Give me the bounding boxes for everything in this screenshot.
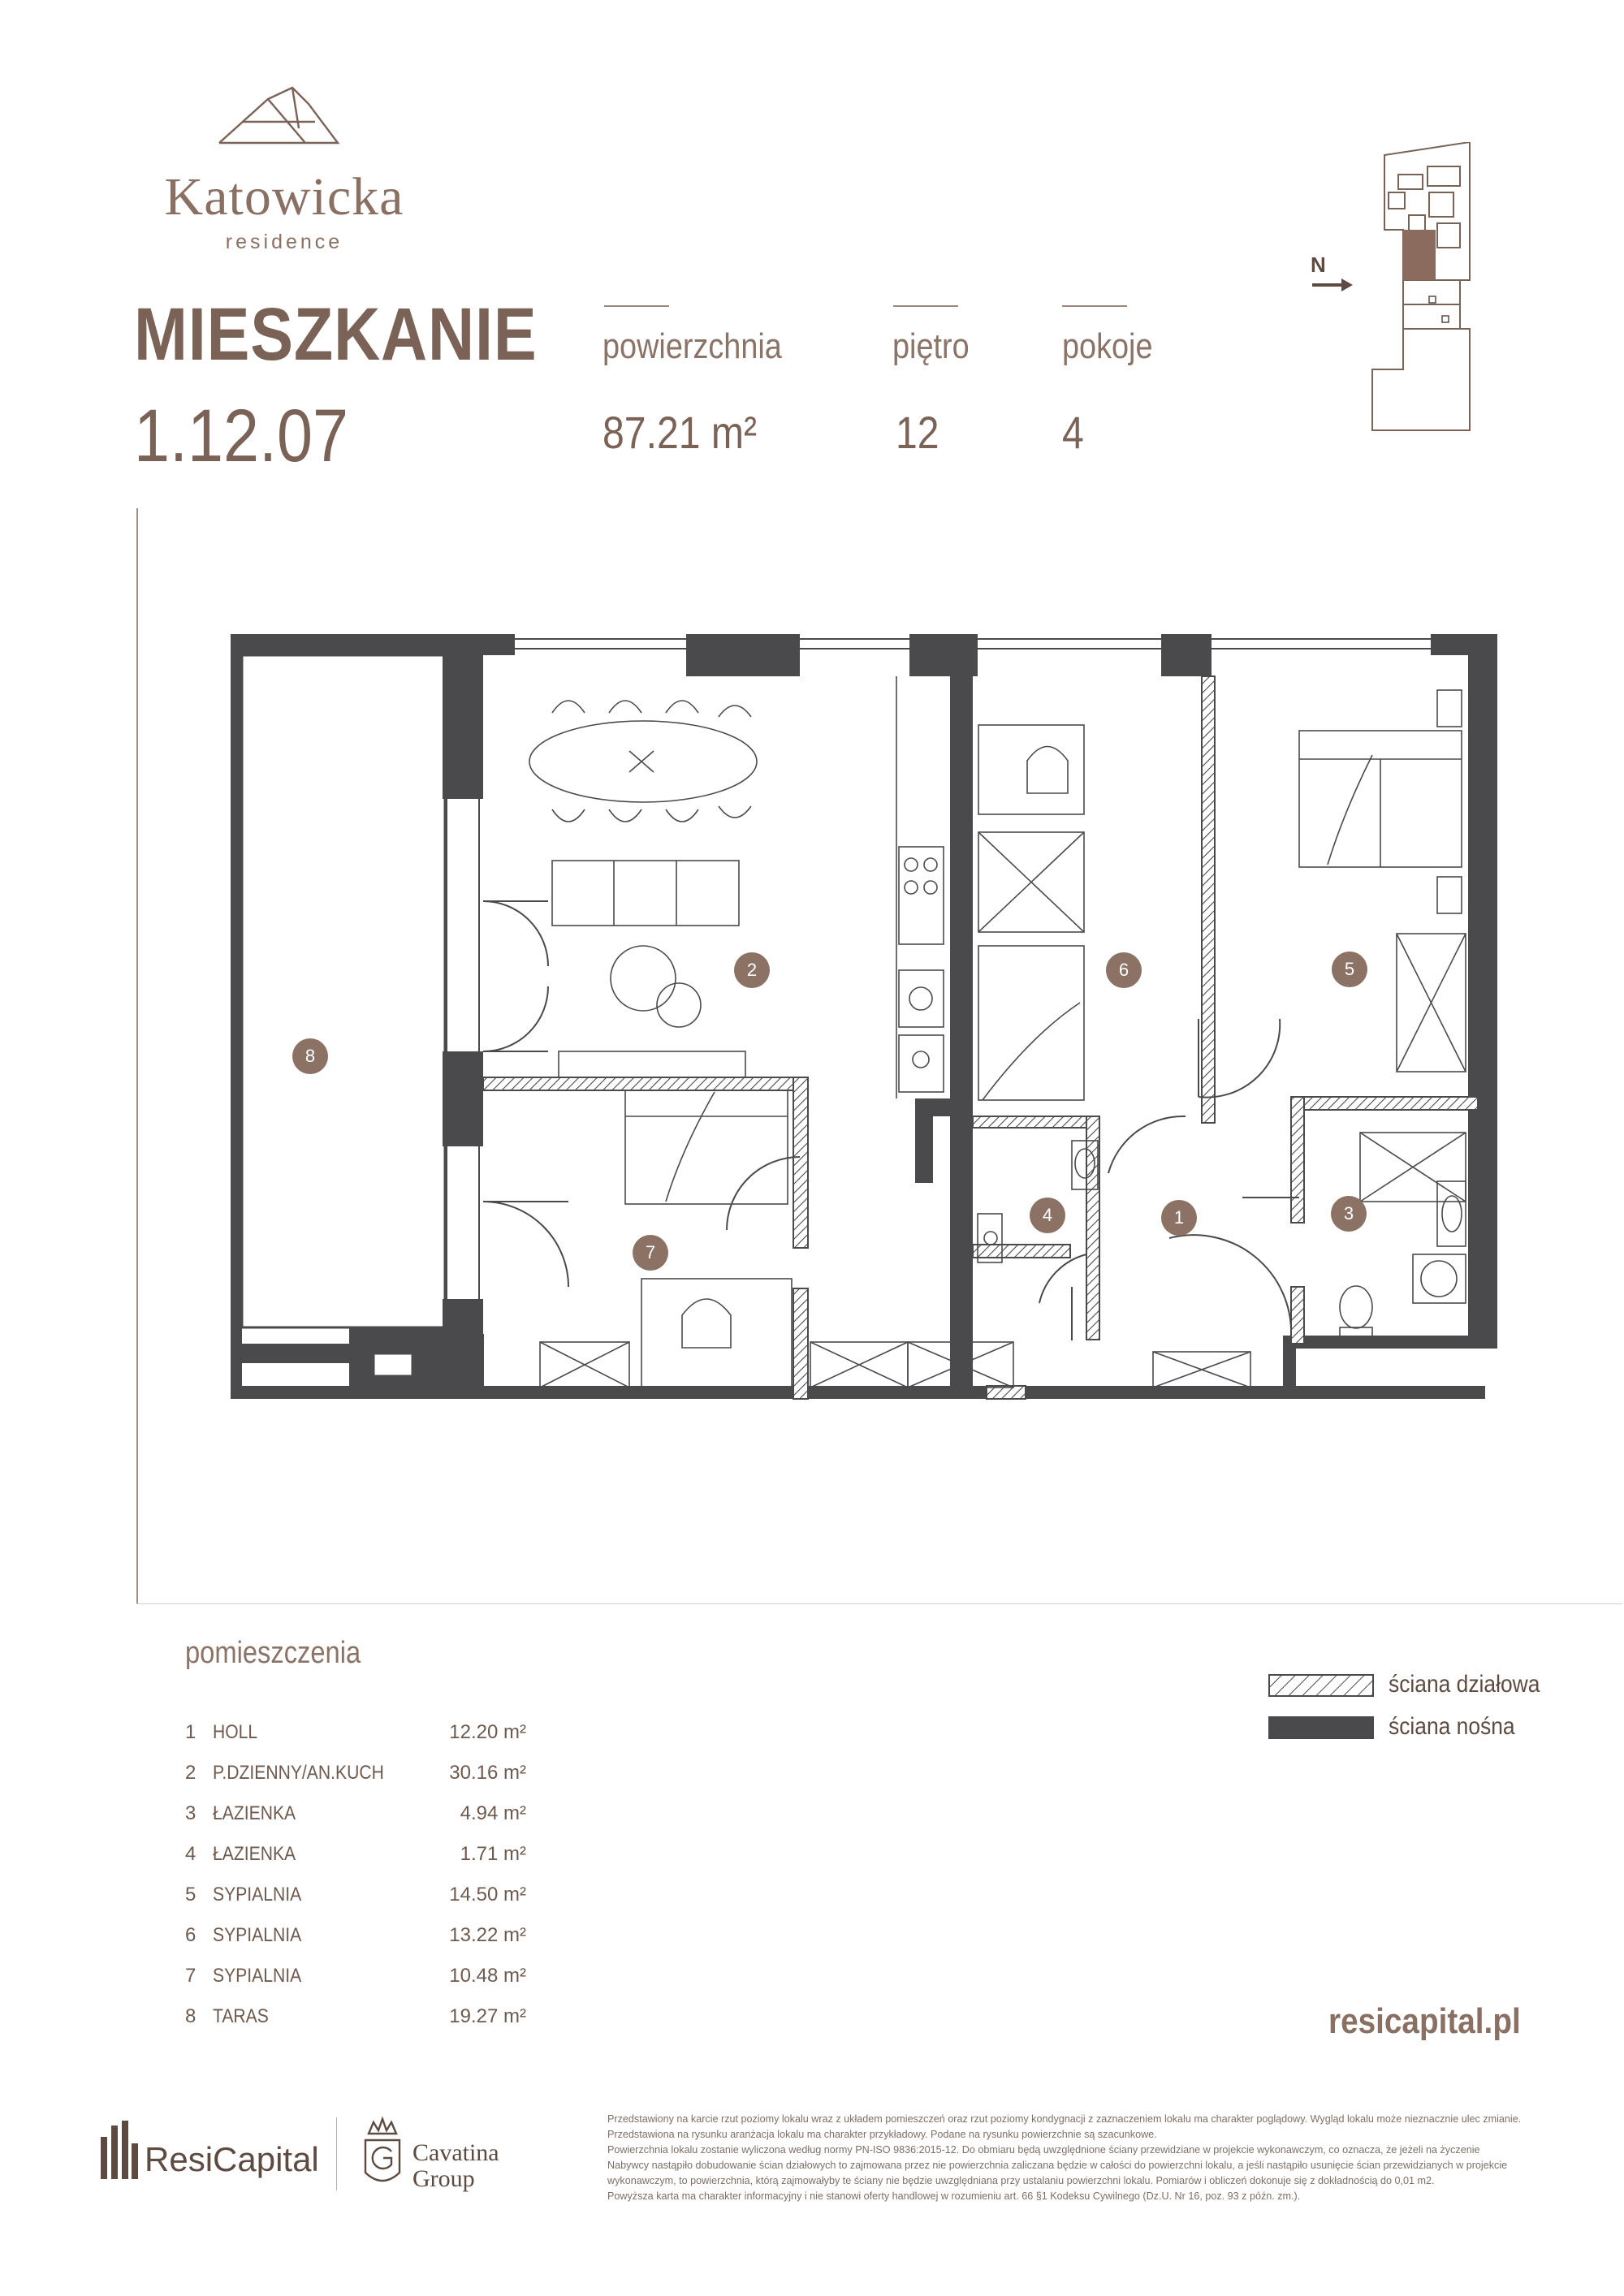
room-row <box>185 1762 526 1794</box>
page-title: MIESZKANIE <box>134 293 538 376</box>
disclaimer-text <box>607 2112 1536 2204</box>
room-row <box>185 2005 526 2038</box>
doors <box>483 901 1299 1340</box>
plan-marker-3: 3 <box>1331 1196 1367 1232</box>
room-area: 19.27 m² <box>449 2005 526 2027</box>
website-link[interactable]: resicapital.pl <box>1328 2001 1521 2041</box>
cavatina-logo-icon <box>361 2116 404 2190</box>
room-row <box>185 1965 526 1997</box>
plan-marker-8: 8 <box>292 1038 328 1074</box>
resicapital-logo-icon <box>101 2121 138 2179</box>
room-number: 6 <box>185 1924 197 1946</box>
room-area: 30.16 m² <box>449 1762 526 1784</box>
room-area: 14.50 m² <box>449 1884 526 1905</box>
plan-marker-7: 7 <box>633 1235 668 1271</box>
rooms-heading: pomieszczenia <box>185 1636 361 1670</box>
brand-subtitle: residence <box>225 231 343 253</box>
room-number: 7 <box>185 1965 197 1987</box>
room-area: 4.94 m² <box>460 1802 526 1824</box>
building-key-plan <box>1307 142 1486 442</box>
stat-value-area: 87.21 m² <box>603 407 758 458</box>
stat-label-area: powierzchnia <box>603 326 782 366</box>
room-row <box>185 1843 526 1875</box>
disclaimer-line: wykonawczym, to powierzchnia, którą zajmowałyby te ściany nie będzie uwzględniana przy ustalaniu powierzchni lokalu. Pomiarów i obliczeń dokonuje się z dokładnością do 0,01 m2. <box>607 2175 1435 2186</box>
room-number: 1 <box>185 1721 197 1743</box>
room-name: ŁAZIENKA <box>213 1843 296 1865</box>
plan-marker-5: 5 <box>1332 952 1367 987</box>
plan-marker-6: 6 <box>1106 952 1142 988</box>
stat-value-rooms: 4 <box>1062 407 1084 458</box>
room-area: 13.22 m² <box>449 1924 526 1946</box>
north-label: N <box>1311 252 1326 277</box>
room-number: 2 <box>185 1762 197 1784</box>
load-bearing-walls <box>231 634 1497 1399</box>
room-row <box>185 1884 526 1916</box>
room-name: TARAS <box>213 2005 269 2027</box>
room-name: P.DZIENNY/AN.KUCH <box>213 1762 384 1784</box>
legend-label-load-bearing: ściana nośna <box>1389 1713 1515 1740</box>
legend-swatch-partition <box>1268 1674 1374 1697</box>
plan-marker-4: 4 <box>1030 1198 1065 1233</box>
cavatina-logo-text: Cavatina <box>412 2139 499 2166</box>
room-number: 3 <box>185 1802 197 1824</box>
room-number: 4 <box>185 1843 197 1865</box>
stat-label-rooms: pokoje <box>1062 326 1153 366</box>
room-row <box>185 1924 526 1957</box>
plan-marker-1: 1 <box>1161 1200 1197 1236</box>
stat-divider <box>1062 305 1127 307</box>
disclaimer-line: Przedstawiony na karcie rzut poziomy lokalu wraz z układem pomieszczeń oraz rzut poziomy kondygnacji z zaznaczeniem lokalu ma charakter poglądowy. Wygląd lokalu może nieznacznie ulec zmianie. <box>607 2113 1522 2125</box>
disclaimer-line: Nabywcy nastąpiło dobudowanie ścian działowych to zajmowana przez nie powierzchnia zaliczana będzie w całości do powierzchni lokalu, a jeśli nastąpiło usunięcie ścian przewidzianych w projekcie <box>607 2160 1508 2171</box>
legend-swatch-load-bearing <box>1268 1716 1374 1739</box>
apartment-highlight <box>1403 230 1436 280</box>
apartment-number: 1.12.07 <box>134 395 348 477</box>
room-area: 1.71 m² <box>460 1843 526 1865</box>
room-area: 10.48 m² <box>449 1965 526 1987</box>
disclaimer-line: Przedstawiona na rysunku aranżacja lokalu ma charakter przykładowy. Podane na rysunku powierzchnie są szacunkowe. <box>607 2129 1157 2140</box>
frame-line-vertical <box>136 508 138 1604</box>
room-name: HOLL <box>213 1721 258 1743</box>
stat-divider <box>893 305 958 307</box>
room-row <box>185 1721 526 1754</box>
stat-label-floor: piętro <box>892 326 970 366</box>
room-name: SYPIALNIA <box>213 1965 302 1987</box>
room-name: SYPIALNIA <box>213 1924 302 1946</box>
room-row <box>185 1802 526 1835</box>
plan-marker-2: 2 <box>734 952 770 988</box>
disclaimer-line: Powierzchnia lokalu zostanie wyliczona według normy PN-ISO 9836:2015-12. Do obmiaru będą uwzględnione ściany przewidziane w projekcie wykonawczym, co oznacza, że jeżeli na życzenie <box>607 2144 1480 2156</box>
room-number: 5 <box>185 1884 197 1905</box>
legend-label-partition: ściana działowa <box>1389 1671 1540 1698</box>
north-arrow-icon <box>1312 278 1353 291</box>
terrace-outline <box>242 655 445 1327</box>
disclaimer-line: Powyższa karta ma charakter informacyjny i nie stanowi oferty handlowej w rozumieniu art. 66 §1 Kodeksu Cywilnego (Dz.U. Nr 16, poz. 93 z późn. zm.). <box>607 2190 1301 2202</box>
furniture <box>529 676 1466 1388</box>
frame-line-horizontal <box>136 1603 1622 1604</box>
room-name: ŁAZIENKA <box>213 1802 296 1824</box>
floor-plan <box>227 629 1502 1421</box>
stat-value-floor: 12 <box>896 407 939 458</box>
stat-divider <box>604 305 669 307</box>
brand-name: Katowicka <box>164 167 404 227</box>
windows <box>447 639 1431 1299</box>
room-area: 12.20 m² <box>449 1721 526 1743</box>
katowicka-logo-mark <box>218 81 348 146</box>
partition-walls <box>483 676 1478 1399</box>
room-number: 8 <box>185 2005 197 2027</box>
room-name: SYPIALNIA <box>213 1884 302 1905</box>
resicapital-logo-text: ResiCapital <box>145 2140 319 2178</box>
footer-divider <box>336 2117 337 2190</box>
cavatina-logo-subtext: Group <box>412 2165 475 2192</box>
